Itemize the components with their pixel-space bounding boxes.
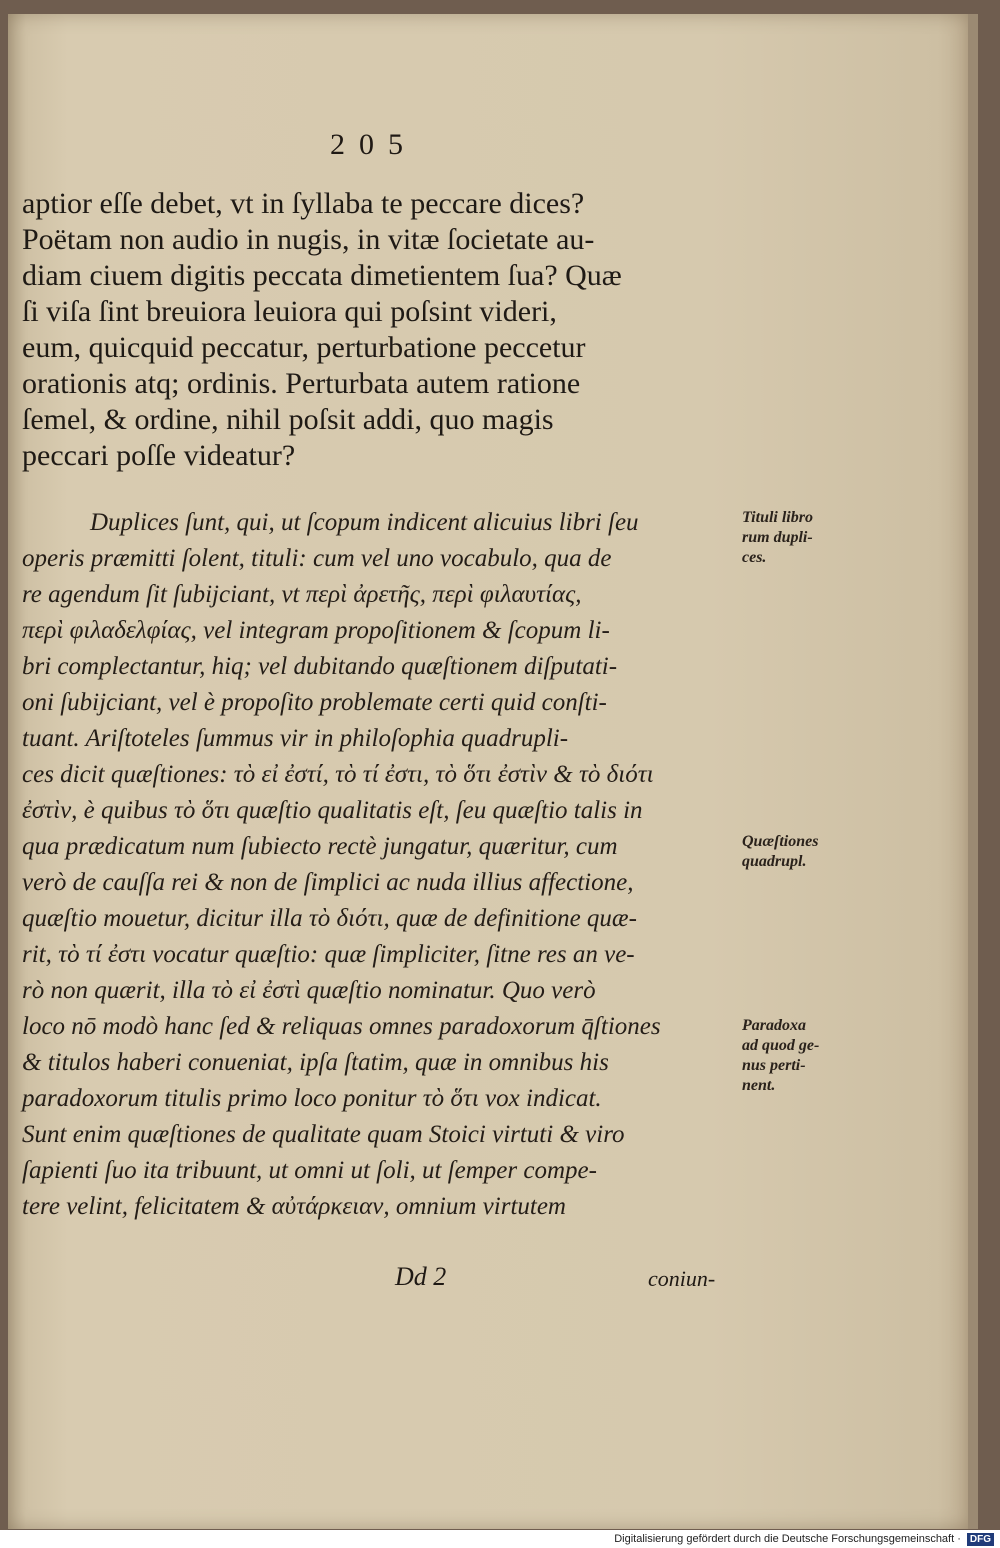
text-line: ſi viſa ſint breuiora leuiora qui poſsint videri, (22, 295, 557, 328)
text-line: verò de cauſſa rei & non de ſimplici ac nuda illius affectione, (22, 869, 634, 896)
marginal-note-paradoxa (742, 1016, 882, 1096)
catchword: coniun- (648, 1266, 716, 1291)
page-number: 205 (330, 128, 417, 161)
text-line: ἐστὶν, è quibus τὸ ὅτι quæſtio qualitatis eſt, ſeu quæſtio talis in (22, 797, 643, 824)
marginal-note-quaestiones (742, 832, 882, 872)
marginal-note-line: rum dupli- (742, 529, 813, 546)
text-line: paradoxorum titulis primo loco ponitur τὸ ὅτι vox indicat. (22, 1085, 602, 1112)
text-line: Poëtam non audio in nugis, in vitæ ſocietate au- (22, 223, 595, 256)
marginal-note-line: quadrupl. (742, 853, 807, 870)
text-line: περὶ φιλαδελφίας, vel integram propoſitionem & ſcopum li- (22, 617, 610, 644)
text-line: tuant. Ariſtoteles ſummus vir in philoſophia quadrupli- (22, 725, 569, 752)
dfg-logo: DFG (967, 1533, 994, 1546)
text-line: rò non quærit, illa τὸ εἰ ἐστὶ quæſtio nominatur. Quo verò (22, 977, 596, 1004)
text-line: ſemel, & ordine, nihil poſsit addi, quo magis (22, 403, 554, 436)
text-line: ſapienti ſuo ita tribuunt, ut omni ut ſoli, ut ſemper compe- (22, 1157, 597, 1184)
marginal-note-line: ad quod ge- (742, 1037, 820, 1054)
marginal-note-line: nent. (742, 1077, 776, 1094)
marginal-note-line: ces. (742, 549, 767, 566)
marginal-note-line: nus perti- (742, 1057, 806, 1074)
text-line: orationis atq; ordinis. Perturbata autem ratione (22, 367, 581, 400)
text-line: quæſtio mouetur, dicitur illa τὸ διότι, quæ de definitione quæ- (22, 905, 637, 932)
marginal-note-line: Paradoxa (742, 1017, 806, 1034)
text-line: Duplices ſunt, qui, ut ſcopum indicent alicuius libri ſeu (90, 509, 639, 536)
text-line: qua prædicatum num ſubiecto rectè jungatur, quæritur, cum (22, 833, 618, 860)
text-line: aptior eſſe debet, vt in ſyllaba te peccare dices? (22, 187, 585, 220)
digitization-footer (0, 1530, 1000, 1548)
text-line: ces dicit quæſtiones: τὸ εἰ ἐστί, τὸ τί ἐστι, τὸ ὅτι ἐστὶν & τὸ διότι (22, 761, 654, 788)
text-line: rit, τὸ τί ἐστι vocatur quæſtio: quæ ſimpliciter, ſitne res an ve- (22, 941, 635, 968)
signature-mark: Dd 2 (395, 1262, 447, 1291)
text-line: peccari poſſe videatur? (22, 439, 296, 472)
footer-credit: Digitalisierung gefördert durch die Deutsche Forschungsgemeinschaft · (614, 1533, 961, 1545)
marginal-note-tituli (742, 508, 882, 568)
text-line: & titulos haberi conueniat, ipſa ſtatim, quæ in omnibus his (22, 1049, 609, 1076)
text-line: operis præmitti ſolent, tituli: cum vel uno vocabulo, qua de (22, 545, 612, 572)
text-line: oni ſubijciant, vel è propoſito problemate certi quid conſti- (22, 689, 607, 716)
marginal-note-line: Tituli libro (742, 509, 813, 526)
page-edge (968, 14, 978, 1529)
text-line: re agendum ſit ſubijciant, vt περὶ ἀρετῆς, περὶ φιλαυτίας, (22, 581, 582, 608)
text-line: Sunt enim quæſtiones de qualitate quam Stoici virtuti & viro (22, 1121, 625, 1148)
text-line: tere velint, felicitatem & αὐτάρκειαν, omnium virtutem (22, 1193, 566, 1220)
text-line: loco nō modò hanc ſed & reliquas omnes paradoxorum q̄ſtiones (22, 1013, 661, 1040)
text-line: diam ciuem digitis peccata dimetientem ſua? Quæ (22, 259, 622, 292)
marginal-note-line: Quæſtiones (742, 833, 819, 850)
text-line: bri complectantur, hiq; vel dubitando quæſtionem diſputati- (22, 653, 618, 680)
text-line: eum, quicquid peccatur, perturbatione peccetur (22, 331, 586, 364)
